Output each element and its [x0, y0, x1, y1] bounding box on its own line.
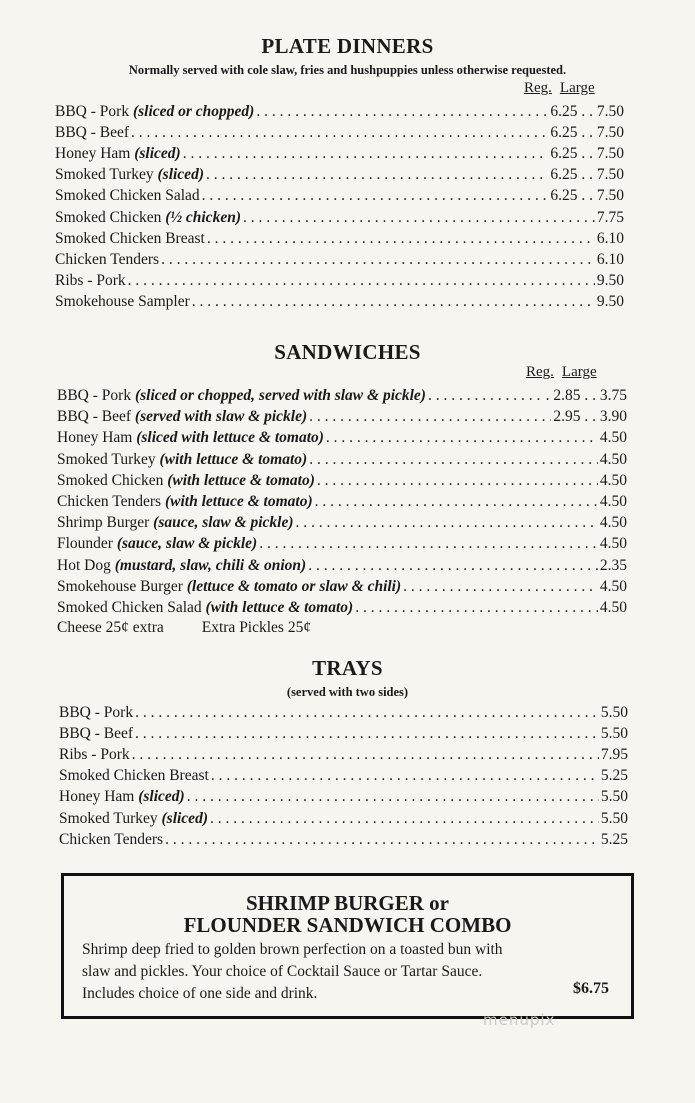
menu-item-row	[57, 451, 627, 472]
extra-cheese: Cheese 25¢ extra	[57, 619, 164, 636]
item-price: 4.50	[599, 514, 627, 532]
item-description: (with lettuce & tomato)	[159, 450, 308, 468]
menu-item-name	[55, 272, 126, 290]
item-name-text: Smoked Chicken Salad	[57, 599, 206, 616]
leader-dots	[326, 429, 598, 447]
item-description: (sliced or chopped, served with slaw & pickle)	[134, 387, 426, 404]
leader-dots	[309, 451, 598, 469]
menu-item-name	[57, 514, 294, 532]
item-description: (sliced)	[161, 809, 208, 827]
item-description: (with lettuce & tomato)	[167, 471, 315, 489]
menu-item-row	[57, 535, 627, 556]
menu-item-name	[59, 831, 163, 849]
leader-dots	[355, 599, 598, 617]
item-description: (sliced)	[138, 788, 185, 806]
menu-item-row	[57, 557, 627, 578]
item-price: 7.95	[600, 746, 628, 764]
item-price: 5.50	[600, 788, 628, 806]
menu-item-name	[55, 230, 205, 248]
menu-item-row	[55, 230, 624, 251]
leader-dots	[165, 831, 599, 849]
item-name-text: Chicken Tenders	[57, 493, 165, 510]
menu-item-name	[59, 725, 133, 743]
menu-item-row	[55, 293, 624, 314]
menu-item-name	[55, 145, 181, 163]
item-price: 5.25	[600, 767, 628, 785]
menu-item-name	[57, 578, 401, 596]
menu-item-name	[57, 493, 313, 511]
item-name-text: Smoked Turkey	[57, 450, 160, 468]
leader-dots	[187, 788, 599, 806]
leader-dots	[210, 810, 599, 828]
item-description: (sliced with lettuce & tomato)	[136, 429, 324, 447]
item-name-text: Shrimp Burger	[57, 514, 154, 532]
leader-dots	[161, 251, 595, 269]
menu-item-row	[57, 599, 627, 620]
item-price: 4.50	[599, 493, 627, 510]
menu-item-row	[57, 387, 627, 408]
menu-item-name	[57, 387, 426, 405]
menu-item-name	[57, 599, 353, 617]
menu-item-row	[59, 831, 628, 852]
plate-dinners-title: PLATE DINNERS	[261, 34, 434, 58]
menu-item-name	[57, 451, 307, 469]
sandwiches-title: SANDWICHES	[274, 340, 421, 364]
large-header: Large	[559, 80, 595, 96]
item-name-text: Honey Ham	[57, 429, 137, 447]
item-name-text: Smoked Chicken Salad	[55, 187, 200, 205]
menu-item-name	[57, 557, 306, 575]
leader-dots	[192, 293, 595, 311]
menu-item-name	[57, 429, 324, 447]
leader-dots	[211, 767, 599, 785]
item-name-text: Smoked Turkey	[59, 809, 162, 827]
item-name-text: BBQ - Pork	[55, 103, 133, 120]
menu-item-name	[55, 166, 204, 184]
combo-title-line1: SHRIMP BURGER or	[245, 891, 449, 915]
menu-item-row	[55, 103, 624, 124]
item-price: 7.75	[596, 208, 624, 226]
item-price: 6.25 . . 7.50	[550, 145, 624, 163]
leader-dots	[296, 514, 598, 532]
plate-dinners-price-header	[524, 80, 595, 97]
item-price: 4.50	[599, 429, 627, 447]
item-name-text: Smokehouse Burger	[57, 577, 187, 595]
item-name-text: BBQ - Pork	[57, 387, 135, 404]
item-price: 2.35	[599, 556, 627, 574]
menu-item-row	[55, 124, 624, 145]
item-price: 2.95 . . 3.90	[553, 408, 627, 426]
menu-item-row	[55, 251, 624, 272]
menu-item-name	[55, 209, 241, 227]
menu-item-row	[59, 704, 628, 725]
item-name-text: Flounder	[57, 535, 117, 553]
item-description: (served with slaw & pickle)	[134, 408, 308, 426]
item-name-text: Smoked Chicken Breast	[59, 767, 209, 785]
menu-item-row	[55, 145, 624, 166]
extra-pickles: Extra Pickles 25¢	[201, 619, 312, 636]
leader-dots	[308, 557, 598, 575]
leader-dots	[256, 103, 548, 121]
menu-item-row	[59, 725, 628, 746]
menu-item-name	[55, 187, 200, 205]
menu-item-name	[59, 746, 130, 764]
leader-dots	[183, 145, 549, 163]
item-name-text: Ribs - Pork	[55, 271, 126, 289]
watermark: menupix	[483, 1011, 556, 1029]
menu-item-name	[59, 767, 209, 785]
trays-note: (served with two sides)	[286, 685, 409, 699]
menu-item-name	[55, 103, 254, 121]
item-name-text: Hot Dog	[57, 556, 115, 574]
item-name-text: BBQ - Beef	[59, 725, 134, 743]
combo-desc-line2: slaw and pickles. Your choice of Cocktail Sauce or Tartar Sauce.	[82, 963, 483, 980]
item-name-text: BBQ - Beef	[57, 408, 135, 426]
item-description: (sliced or chopped)	[132, 103, 255, 120]
plate-dinners-note: Normally served with cole slaw, fries and hushpuppies unless otherwise requested.	[128, 63, 567, 77]
item-price: 6.25 . . 7.50	[550, 187, 624, 205]
combo-box	[61, 873, 634, 1019]
item-name-text: Ribs - Pork	[59, 746, 130, 764]
item-name-text: Chicken Tenders	[59, 830, 164, 848]
item-price: 4.50	[599, 599, 627, 616]
menu-item-name	[57, 535, 257, 553]
combo-price: $6.75	[573, 980, 609, 997]
item-price: 9.50	[596, 271, 624, 289]
menu-item-name	[55, 293, 190, 311]
item-price: 6.25 . . 7.50	[550, 103, 624, 120]
item-price: 4.50	[599, 577, 627, 595]
item-name-text: Honey Ham	[59, 788, 139, 806]
leader-dots	[132, 746, 599, 764]
menu-item-name	[55, 251, 159, 269]
menu-item-row	[59, 810, 628, 831]
item-description: (with lettuce & tomato)	[164, 493, 313, 510]
menu-item-row	[55, 166, 624, 187]
item-name-text: BBQ - Pork	[59, 704, 134, 721]
menu-item-row	[57, 472, 627, 493]
menu-item-row	[55, 209, 624, 230]
trays-title: TRAYS	[312, 656, 383, 680]
item-description: (mustard, slaw, chili & onion)	[114, 556, 307, 574]
combo-title-line2: FLOUNDER SANDWICH COMBO	[183, 913, 512, 937]
reg-header: Reg.	[526, 364, 554, 380]
item-name-text: Smokehouse Sampler	[55, 292, 190, 310]
sandwiches-price-header	[526, 364, 597, 381]
leader-dots	[428, 387, 544, 405]
item-price: 4.50	[599, 471, 627, 489]
leader-dots	[309, 408, 551, 426]
item-description: (with lettuce & tomato)	[205, 599, 354, 616]
item-name-text: BBQ - Beef	[55, 124, 130, 142]
item-price: 6.25 . . 7.50	[550, 166, 624, 184]
item-price: 5.25	[600, 830, 628, 848]
menu-item-row	[59, 767, 628, 788]
item-price: 6.25 . . 7.50	[550, 124, 624, 142]
item-price: 6.10	[596, 229, 624, 247]
item-price: 9.50	[596, 292, 624, 310]
item-name-text: Chicken Tenders	[55, 250, 160, 268]
menu-item-name	[59, 810, 208, 828]
leader-dots	[259, 535, 598, 553]
menu-item-row	[57, 493, 627, 514]
menu-item-row	[59, 788, 628, 809]
item-description: (sliced)	[134, 145, 181, 163]
leader-dots	[315, 493, 598, 511]
item-description: (lettuce & tomato or slaw & chili)	[186, 577, 402, 595]
large-header: Large	[561, 364, 597, 380]
item-name-text: Smoked Chicken	[55, 208, 166, 226]
item-name-text: Honey Ham	[55, 145, 135, 163]
leader-dots	[207, 230, 595, 248]
menu-item-name	[59, 704, 133, 722]
sandwich-extras	[57, 619, 311, 637]
menu-item-row	[55, 272, 624, 293]
item-price: 5.50	[600, 809, 628, 827]
reg-header: Reg.	[524, 80, 552, 96]
leader-dots	[135, 725, 599, 743]
leader-dots	[317, 472, 598, 490]
menu-item-row	[55, 187, 624, 208]
menu-item-row	[57, 578, 627, 599]
menu-item-name	[57, 408, 307, 426]
leader-dots	[131, 124, 548, 142]
item-name-text: Smoked Turkey	[55, 166, 158, 184]
leader-dots	[135, 704, 599, 722]
item-price: 5.50	[600, 725, 628, 743]
combo-desc-line3: Includes choice of one side and drink.	[82, 985, 318, 1002]
menu-item-row	[57, 408, 627, 429]
item-description: (sliced)	[157, 166, 204, 184]
leader-dots	[128, 272, 595, 290]
menu-item-name	[55, 124, 129, 142]
item-price: 5.50	[600, 704, 628, 721]
menu-item-row	[57, 514, 627, 535]
menu-item-name	[59, 788, 185, 806]
menu-item-row	[57, 429, 627, 450]
item-name-text: Smoked Chicken	[57, 471, 168, 489]
leader-dots	[202, 187, 549, 205]
leader-dots	[206, 166, 548, 184]
leader-dots	[403, 578, 598, 596]
menu-item-row	[59, 746, 628, 767]
item-price: 4.50	[599, 535, 627, 553]
item-description: (sauce, slaw & pickle)	[116, 535, 258, 553]
leader-dots	[243, 209, 595, 227]
item-price: 6.10	[596, 250, 624, 268]
combo-desc-line1: Shrimp deep fried to golden brown perfection on a toasted bun with	[82, 941, 503, 958]
menu-item-name	[57, 472, 315, 490]
item-name-text: Smoked Chicken Breast	[55, 229, 205, 247]
item-price: . 2.85 . . 3.75	[545, 387, 627, 404]
item-description: (½ chicken)	[165, 208, 241, 226]
item-description: (sauce, slaw & pickle)	[153, 514, 294, 532]
item-price: 4.50	[599, 450, 627, 468]
